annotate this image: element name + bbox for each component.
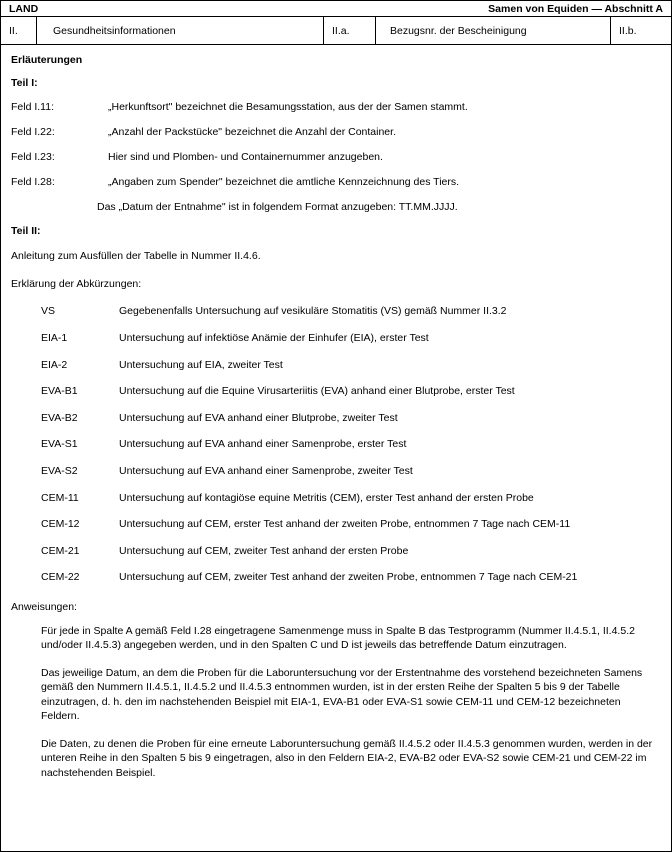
table-row (41, 545, 577, 572)
abbreviation-description: Untersuchung auf EIA, zweiter Test (119, 358, 283, 371)
section-number-iib: II.b. (619, 24, 637, 37)
abbreviation-code: CEM-22 (41, 571, 80, 584)
document-body (1, 45, 671, 780)
instruction-paragraph: Die Daten, zu denen die Proben für eine erneute Laboruntersuchung gemäß II.4.5.2 oder II.4.5.3 genommen wurden, werden in der unteren Reihe in den Spalten 5 bis 9 eingetragen, also in den Feldern EIA-2, EVA-B2 oder EVA-S2 sowie CEM-21 und CEM-22 im nachstehenden Beispiel. (41, 737, 653, 779)
body-heading: Erläuterungen (11, 54, 83, 66)
abbreviation-code: CEM-12 (41, 518, 80, 531)
abbreviations-table (41, 305, 577, 598)
field-value: „Anzahl der Packstücke" bezeichnet die Anzahl der Container. (108, 126, 396, 138)
section-label-health-info: Gesundheitsinformationen (37, 17, 324, 44)
field-row (11, 126, 661, 138)
field-row (11, 151, 661, 163)
field-key: Feld I.22: (11, 126, 55, 138)
section-number-iia: II.a. (324, 17, 376, 44)
table-row (41, 571, 577, 598)
table-row (41, 412, 577, 439)
abbreviation-description: Untersuchung auf die Equine Virusarteriitis (EVA) anhand einer Blutprobe, erster Test (119, 385, 515, 398)
certificate-section-row (1, 17, 671, 45)
abbreviation-description: Gegebenenfalls Untersuchung auf vesikuläre Stomatitis (VS) gemäß Nummer II.3.2 (119, 305, 507, 318)
part-2-intro: Anleitung zum Ausfüllen der Tabelle in Nummer II.4.6. (11, 250, 261, 262)
table-row (41, 492, 577, 519)
abbreviation-code: EVA-S2 (41, 464, 78, 477)
field-value: Hier sind und Plomben- und Containernummer anzugeben. (108, 151, 383, 163)
table-row (41, 359, 577, 386)
page-header (1, 1, 671, 17)
part-1-heading: Teil I: (11, 77, 38, 89)
table-row (41, 332, 577, 359)
abbreviation-description: Untersuchung auf CEM, erster Test anhand der zweiten Probe, entnommen 7 Tage nach CEM-11 (119, 518, 571, 531)
abbreviation-code: EVA-B1 (41, 385, 78, 398)
field-row (11, 101, 661, 113)
table-row (41, 438, 577, 465)
section-label-certificate-reference: Bezugsnr. der Bescheinigung (376, 17, 611, 44)
abbreviation-description: Untersuchung auf EVA anhand einer Samenprobe, zweiter Test (119, 464, 413, 477)
date-format-note: Das „Datum der Entnahme" ist in folgendem Format anzugeben: TT.MM.JJJJ. (97, 201, 458, 213)
section-number-ii: II. (1, 17, 37, 44)
abbreviation-description: Untersuchung auf EVA anhand einer Samenprobe, erster Test (119, 438, 407, 451)
instruction-paragraph: Das jeweilige Datum, an dem die Proben für die Laboruntersuchung vor der Erstentnahme des vorstehend bezeichneten Samens gemäß den Nummern II.4.5.1, II.4.5.2 und II.4.5.3 entnommen wurden, ist in der ersten Reihe der Spalten 5 bis 9 der Tabelle einzutragen, d. h. den im nachstehenden Beispiel mit EIA-1, EVA-B1 oder EVA-S1 sowie CEM-11 und CEM-12 bezeichneten Feldern. (41, 666, 643, 723)
field-key: Feld I.11: (11, 101, 54, 113)
abbreviation-description: Untersuchung auf kontagiöse equine Metritis (CEM), erster Test anhand der ersten Probe (119, 491, 534, 504)
abbreviation-code: CEM-11 (41, 491, 79, 504)
abbreviation-description: Untersuchung auf infektiöse Anämie der Einhufer (EIA), erster Test (119, 331, 429, 344)
abbreviations-intro: Erklärung der Abkürzungen: (11, 278, 142, 291)
table-row (41, 465, 577, 492)
abbreviation-code: VS (41, 305, 56, 318)
header-title: Samen von Equiden — Abschnitt A (488, 3, 663, 15)
abbreviation-description: Untersuchung auf CEM, zweiter Test anhand der zweiten Probe, entnommen 7 Tage nach CEM-21 (119, 571, 578, 584)
table-row (41, 305, 577, 332)
field-row (11, 176, 661, 188)
abbreviation-code: EIA-1 (41, 331, 68, 344)
field-value: „Angaben zum Spender" bezeichnet die amtliche Kennzeichnung des Tiers. (108, 176, 460, 188)
field-value: „Herkunftsort" bezeichnet die Besamungsstation, aus der der Samen stammt. (108, 101, 468, 113)
abbreviation-code: CEM-21 (41, 544, 80, 557)
field-key: Feld I.23: (11, 151, 55, 163)
part-2-heading: Teil II: (11, 225, 41, 237)
abbreviation-code: EIA-2 (41, 358, 68, 371)
instructions-label: Anweisungen: (11, 600, 77, 613)
field-key: Feld I.28: (11, 176, 55, 188)
abbreviation-description: Untersuchung auf EVA anhand einer Blutprobe, zweiter Test (119, 411, 398, 424)
table-row (41, 518, 577, 545)
abbreviation-description: Untersuchung auf CEM, zweiter Test anhand der ersten Probe (119, 544, 409, 557)
instruction-paragraph: Für jede in Spalte A gemäß Feld I.28 eingetragene Samenmenge muss in Spalte B das Testprogramm (Nummer II.4.5.1, II.4.5.2 und/oder II.4.5.3) angegeben werden, und in den Spalten C und D ist jeweils das betreffende Datum einzutragen. (41, 624, 635, 652)
header-country-label: LAND (9, 3, 39, 15)
abbreviation-code: EVA-S1 (41, 438, 78, 451)
table-row (41, 385, 577, 412)
abbreviation-code: EVA-B2 (41, 411, 78, 424)
